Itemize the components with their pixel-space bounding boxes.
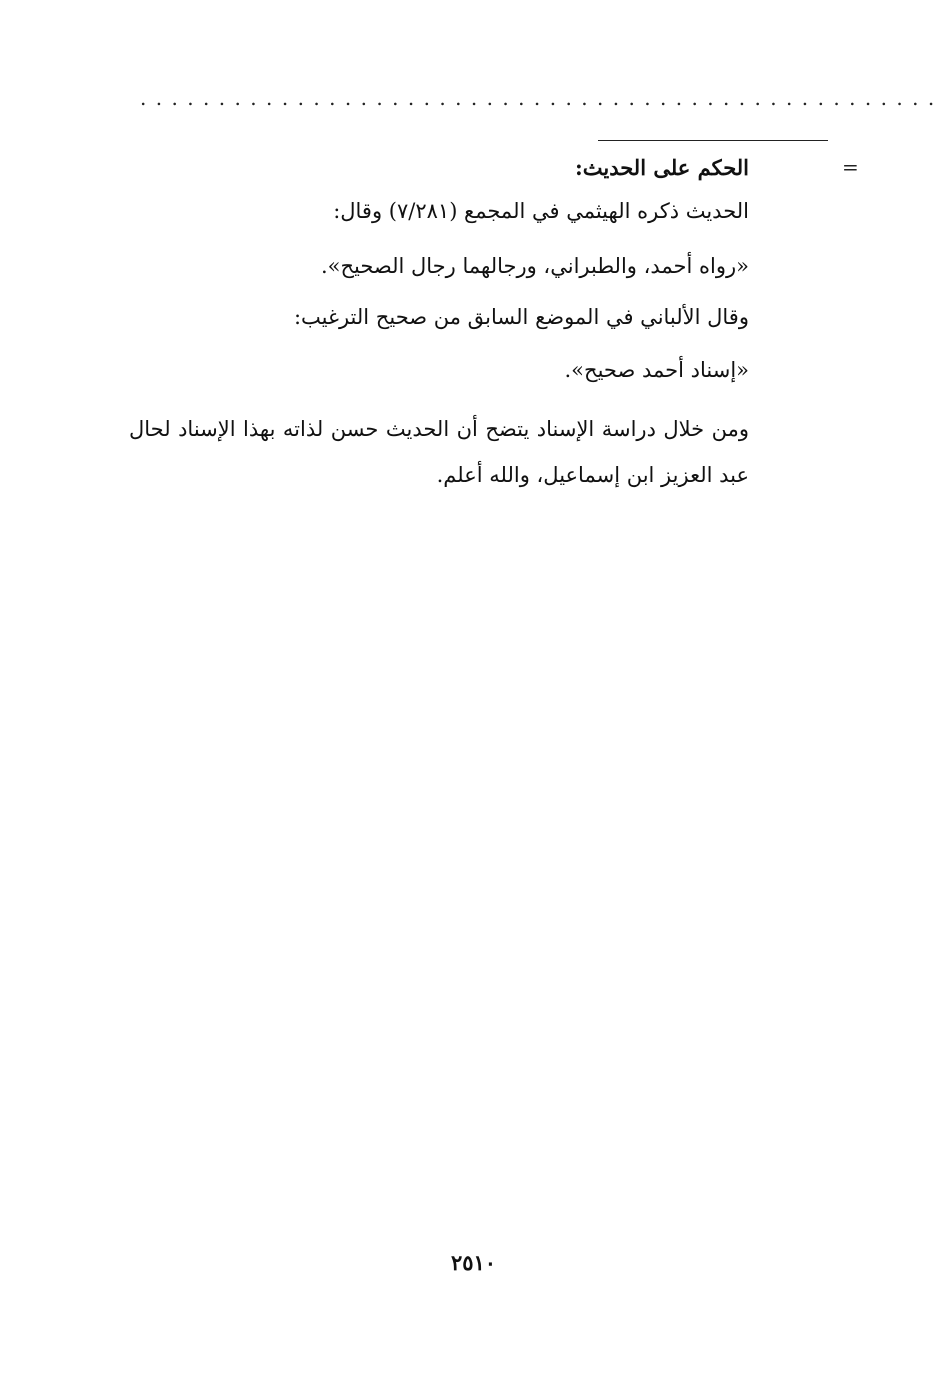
footnote-rule: [598, 140, 828, 141]
text-line-4: «إسناد أحمد صحيح».: [564, 358, 749, 382]
conclusion-paragraph: ومن خلال دراسة الإسناد يتضح أن الحديث حسن لذاته بهذا الإسناد لحال عبد العزيز ابن إسماعيل، والله أعلم.: [129, 417, 749, 487]
section-heading: الحكم على الحديث:: [575, 155, 749, 180]
continuation-marker: =: [842, 155, 859, 179]
page-number: ٢٥١٠: [450, 1250, 497, 1275]
text-line-3: وقال الألباني في الموضع السابق من صحيح الترغيب:: [293, 305, 749, 329]
text-line-1: الحديث ذكره الهيثمي في المجمع (٧/٢٨١) وقال:: [333, 199, 749, 223]
dotted-separator: ...................................................: [140, 86, 944, 110]
text-line-2: «رواه أحمد، والطبراني، ورجالهما رجال الصحيح».: [320, 254, 749, 278]
